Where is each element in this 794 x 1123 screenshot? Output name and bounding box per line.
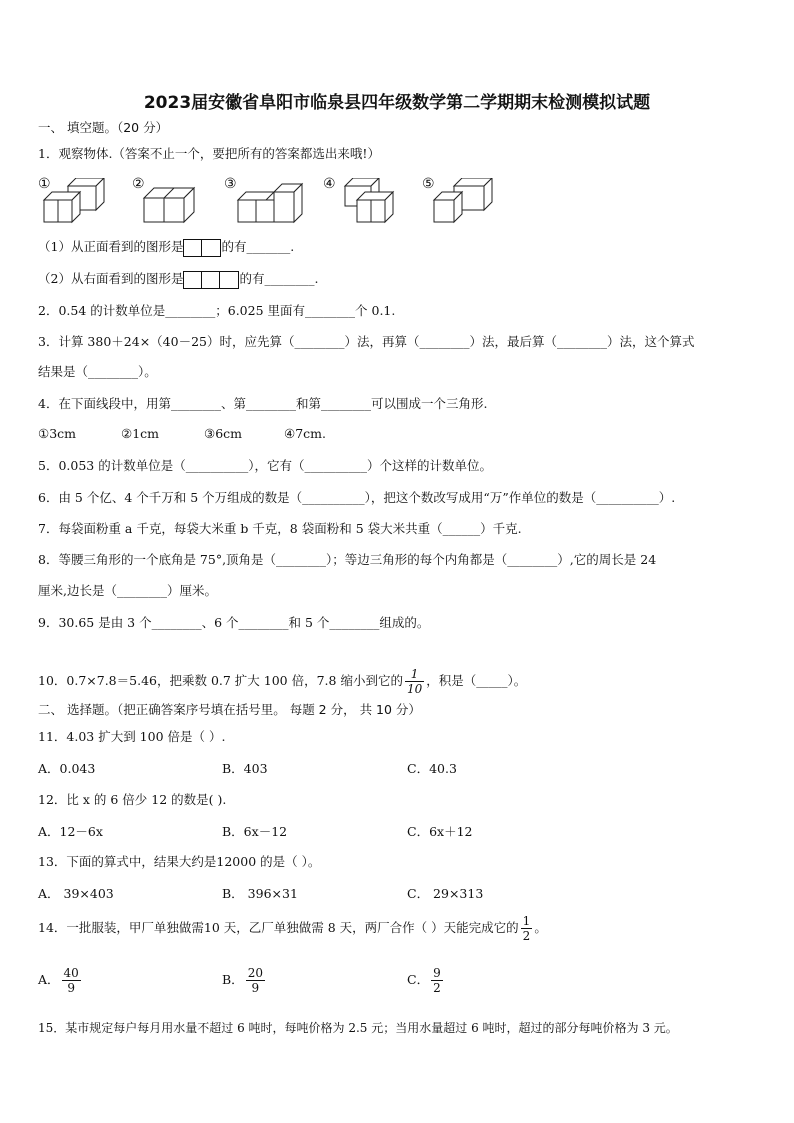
question-9: 9．30.65 是由 3 个________、6 个________和 5 个________组成的。 xyxy=(38,615,430,630)
q13-option-c: C． 29×313 xyxy=(407,886,484,901)
q1-part2-prefix: （2）从右面看到的图形是 xyxy=(38,271,184,286)
question-7: 7．每袋面粉重 a 千克，每袋大米重 b 千克，8 袋面粉和 5 袋大米共重（______）千克. xyxy=(38,521,522,536)
q14-option-c-fraction xyxy=(431,966,443,995)
figure-3-label: ③ xyxy=(224,176,237,192)
figure-1-label: ① xyxy=(38,176,51,192)
q14-option-c-denominator: 2 xyxy=(433,981,441,995)
q12-option-b: B．6x－12 xyxy=(222,824,288,839)
q14-option-a-fraction xyxy=(62,966,81,995)
right-view-shape xyxy=(183,271,239,289)
figure-5-cubes xyxy=(430,178,510,228)
q14-fraction-denominator: 2 xyxy=(522,929,531,943)
figure-1-cubes xyxy=(40,178,112,228)
question-3-line-2: 结果是（________）。 xyxy=(38,364,157,379)
q12-option-c: C．6x＋12 xyxy=(407,824,473,839)
q14-option-c-numerator: 9 xyxy=(433,966,441,980)
question-8-line-1: 8．等腰三角形的一个底角是 75°,顶角是（________）；等边三角形的每个内角都是（________）,它的周长是 24 xyxy=(38,552,657,567)
figure-2-label: ② xyxy=(132,176,145,192)
q1-part1-prefix: （1）从正面看到的图形是 xyxy=(38,239,184,254)
q4-option-3: ③6cm xyxy=(204,426,243,441)
q14-option-c-label: C． xyxy=(407,972,430,987)
q14-fraction xyxy=(521,914,533,943)
question-1-part-1 xyxy=(38,238,294,257)
q10-fraction-numerator: 1 xyxy=(405,667,424,682)
q14-option-b-denominator: 9 xyxy=(251,981,260,995)
figure-4-label: ④ xyxy=(323,176,336,192)
question-12: 12．比 x 的 6 倍少 12 的数是( ). xyxy=(38,792,227,807)
q14-fraction-numerator: 1 xyxy=(522,914,531,928)
q13-option-a: A． 39×403 xyxy=(38,886,114,901)
q14-suffix: 。 xyxy=(534,920,547,935)
q1-part1-suffix: 的有_______. xyxy=(221,239,295,254)
figure-5-label: ⑤ xyxy=(422,176,435,192)
question-2: 2．0.54 的计数单位是________；6.025 里面有________个 0.1. xyxy=(38,303,396,318)
figure-2-cubes xyxy=(138,178,210,228)
q12-option-a: A．12－6x xyxy=(38,824,103,839)
question-11: 11．4.03 扩大到 100 倍是（ ）. xyxy=(38,729,226,744)
section-1-heading: 一、 填空题。（20 分） xyxy=(38,120,169,135)
q13-option-b: B． 396×31 xyxy=(222,886,298,901)
front-view-shape xyxy=(183,239,221,257)
question-4: 4．在下面线段中，用第________、第________和第________可以围成一个三角形. xyxy=(38,396,488,411)
question-13: 13．下面的算式中，结果大约是12000 的是（ ）。 xyxy=(38,854,321,869)
question-5: 5．0.053 的计数单位是（__________），它有（__________）个这样的计数单位。 xyxy=(38,458,492,473)
q10-suffix: ，积是（_____）。 xyxy=(426,673,527,688)
question-8-line-2: 厘米,边长是（________）厘米。 xyxy=(38,583,217,598)
q14-option-b-label: B． xyxy=(222,972,244,987)
question-1: 1．观察物体.（答案不止一个，要把所有的答案都选出来哦!） xyxy=(38,146,380,161)
q14-option-a-denominator: 9 xyxy=(67,981,75,995)
q10-fraction-denominator: 10 xyxy=(406,682,423,696)
question-1-part-2 xyxy=(38,270,318,289)
q11-option-c: C．40.3 xyxy=(407,761,457,776)
question-14 xyxy=(38,910,547,946)
q1-part2-suffix: 的有________. xyxy=(239,271,319,286)
q14-option-a xyxy=(38,962,83,998)
q4-option-2: ②1cm xyxy=(121,426,160,441)
q14-option-a-label: A． xyxy=(38,972,60,987)
question-15: 15．某市规定每户每月用水量不超过 6 吨时，每吨价格为 2.5 元；当用水量超过 6 吨时，超过的部分每吨价格为 3 元。 xyxy=(38,1021,678,1035)
question-6: 6．由 5 个亿、4 个千万和 5 个万组成的数是（__________），把这个数改写成用“万”作单位的数是（__________）. xyxy=(38,490,676,505)
question-10 xyxy=(38,664,526,698)
q11-option-b: B．403 xyxy=(222,761,268,776)
question-3-line-1: 3．计算 380＋24×（40－25）时，应先算（________）法，再算（________）法，最后算（________）法，这个算式 xyxy=(38,334,695,349)
q14-option-c xyxy=(407,962,445,998)
q10-fraction xyxy=(405,667,424,696)
page-title: 2023届安徽省阜阳市临泉县四年级数学第二学期期末检测模拟试题 xyxy=(143,93,651,113)
figure-3-cubes xyxy=(234,178,314,228)
q11-option-a: A．0.043 xyxy=(38,761,96,776)
q14-option-b-fraction xyxy=(246,966,265,995)
q4-option-1: ①3cm xyxy=(38,426,77,441)
section-2-heading: 二、 选择题。（把正确答案序号填在括号里。 每题 2 分， 共 10 分） xyxy=(38,702,421,717)
q14-option-b-numerator: 20 xyxy=(247,966,263,980)
q10-prefix: 10．0.7×7.8＝5.46，把乘数 0.7 扩大 100 倍，7.8 缩小到它的 xyxy=(38,673,403,688)
q4-option-4: ④7cm. xyxy=(284,426,326,441)
q14-prefix: 14．一批服装，甲厂单独做需10 天，乙厂单独做需 8 天，两厂合作（ ）天能完成它的 xyxy=(38,920,519,935)
q14-option-b xyxy=(222,962,267,998)
figure-4-cubes xyxy=(335,178,415,228)
q14-option-a-numerator: 40 xyxy=(63,966,79,980)
